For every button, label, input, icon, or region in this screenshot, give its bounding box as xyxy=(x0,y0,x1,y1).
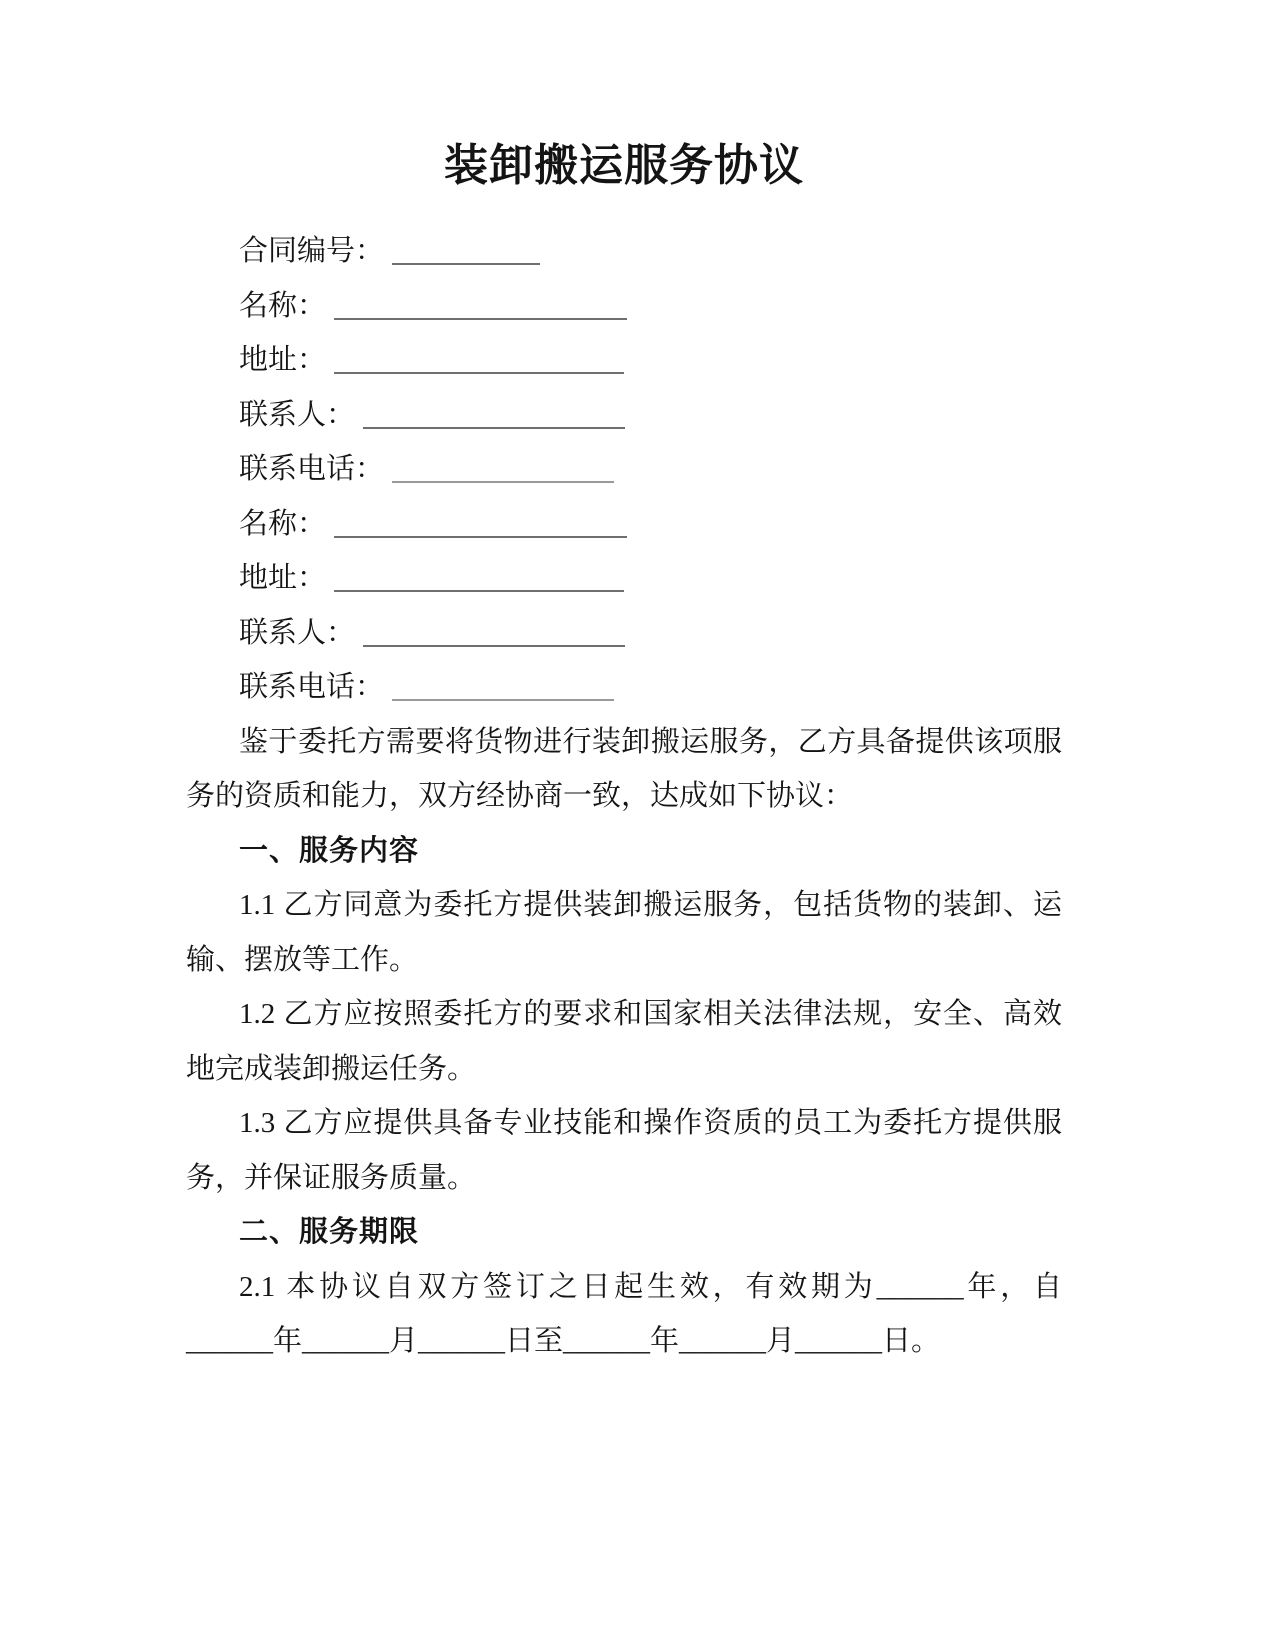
contract-number-label: 合同编号： xyxy=(239,235,385,267)
address-1-blank-line xyxy=(334,342,624,374)
address-2-label: 地址： xyxy=(239,562,327,594)
field-row-address-1 xyxy=(239,333,1062,388)
field-row-contact-1 xyxy=(239,388,1062,443)
contact-2-blank-line xyxy=(363,615,625,647)
name-2-label: 名称： xyxy=(239,507,327,540)
field-row-address-2 xyxy=(239,551,1062,606)
field-row-name-2 xyxy=(239,497,1062,552)
clause-1-1: 1.1 乙方同意为委托方提供装卸搬运服务，包括货物的装卸、运输、摆放等工作。 xyxy=(186,889,1062,976)
field-row-phone-2 xyxy=(239,660,1062,715)
name-2-blank-line xyxy=(334,506,627,538)
address-2-blank-line xyxy=(334,560,624,592)
section-2-heading: 二、服务期限 xyxy=(239,1216,420,1248)
section-1-heading: 一、服务内容 xyxy=(239,834,420,867)
party-fields xyxy=(186,224,1062,715)
document-title: 装卸搬运服务协议 xyxy=(444,141,804,190)
contract-number-blank-line xyxy=(392,233,540,265)
field-row-phone-1 xyxy=(239,442,1062,497)
clause-1-3: 1.3 乙方应提供具备专业技能和操作资质的员工为委托方提供服务，并保证服务质量。 xyxy=(186,1107,1062,1194)
name-1-blank-line xyxy=(334,288,627,320)
contact-1-blank-line xyxy=(363,397,625,429)
phone-2-blank-line xyxy=(392,669,614,701)
contact-1-label: 联系人： xyxy=(239,398,356,431)
phone-1-label: 联系电话： xyxy=(239,453,385,485)
phone-2-label: 联系电话： xyxy=(239,671,385,703)
phone-1-blank-line xyxy=(392,451,614,483)
address-1-label: 地址： xyxy=(239,344,327,376)
field-row-name-1 xyxy=(239,279,1062,334)
clause-2-1: 2.1 本协议自双方签订之日起生效，有效期为______年，自______年______月______日至______年______月______日。 xyxy=(186,1270,1062,1357)
field-row-contract-number xyxy=(239,224,1062,279)
field-row-contact-2 xyxy=(239,606,1062,661)
clause-1-2: 1.2 乙方应按照委托方的要求和国家相关法律法规，安全、高效地完成装卸搬运任务。 xyxy=(186,998,1062,1085)
contact-2-label: 联系人： xyxy=(239,616,356,649)
name-1-label: 名称： xyxy=(239,289,327,322)
preamble-paragraph: 鉴于委托方需要将货物进行装卸搬运服务，乙方具备提供该项服务的资质和能力，双方经协商一致，达成如下协议： xyxy=(186,725,1062,812)
